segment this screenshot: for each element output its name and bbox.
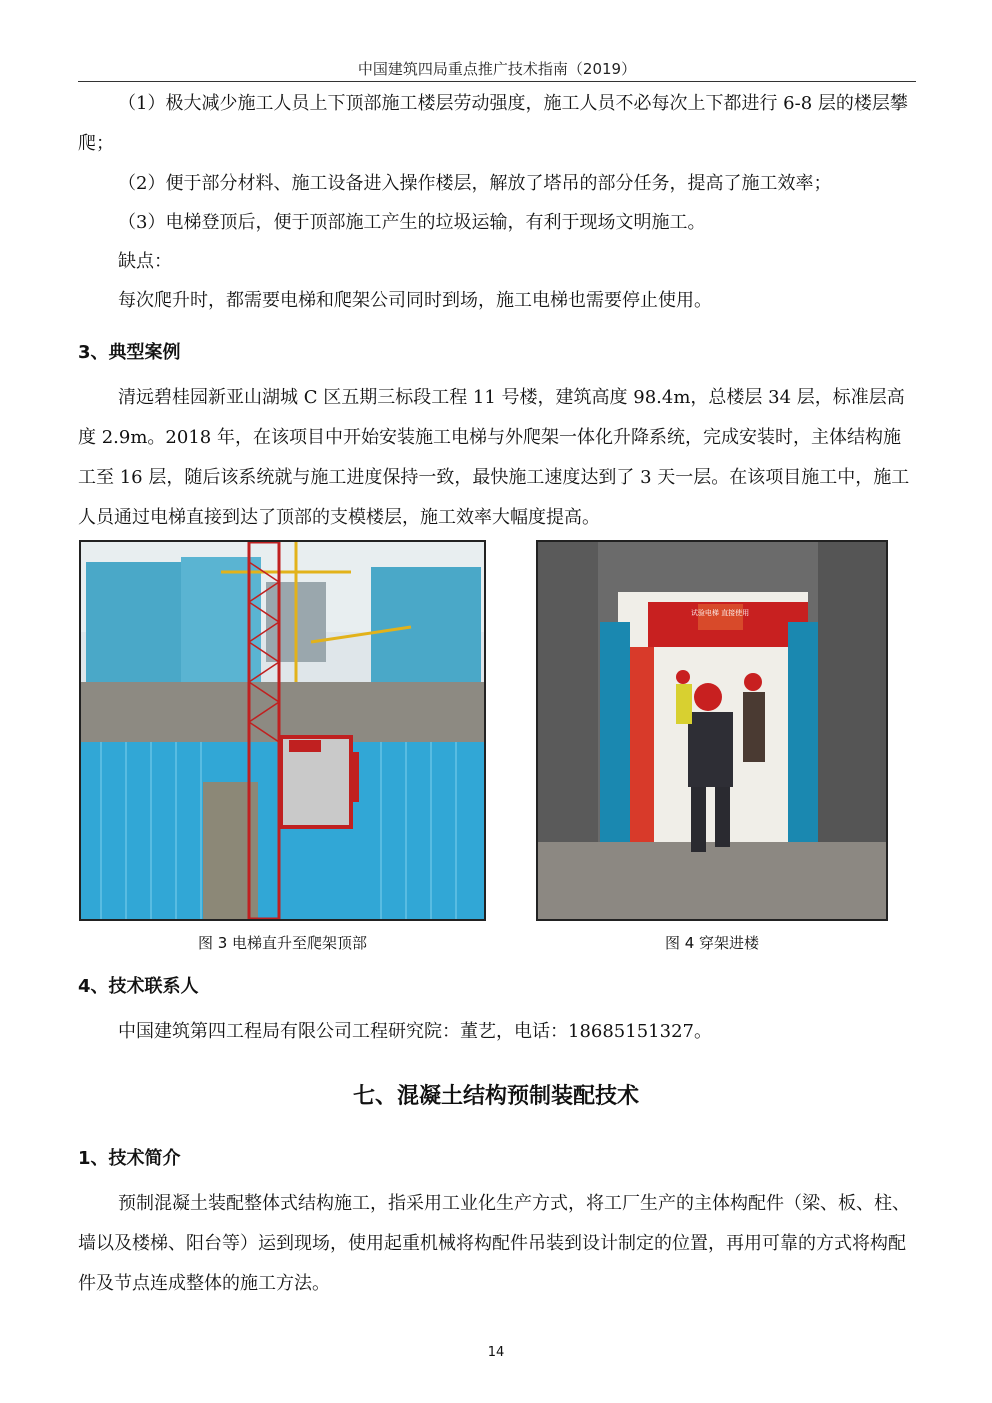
page-number: 14 bbox=[487, 1345, 505, 1360]
figure-3-caption: 图 3 电梯直升至爬架顶部 bbox=[197, 934, 368, 952]
contact-heading: 4、技术联系人 bbox=[78, 976, 199, 997]
advantage-2: （2）便于部分材料、施工设备进入操作楼层，解放了塔吊的部分任务，提高了施工效率； bbox=[118, 173, 832, 194]
disadvantage-text: 每次爬升时，都需要电梯和爬架公司同时到场，施工电梯也需要停止使用。 bbox=[118, 290, 712, 311]
figure-4-photo bbox=[536, 540, 888, 921]
case-heading: 3、典型案例 bbox=[78, 342, 181, 363]
section-7-title: 七、混凝土结构预制装配技术 bbox=[352, 1084, 639, 1109]
figure-4-caption: 图 4 穿架进楼 bbox=[664, 934, 760, 952]
intro-text: 预制混凝土装配整体式结构施工，指采用工业化生产方式，将工厂生产的主体构配件（梁、板、柱、墙以及楼梯、阳台等）运到现场，使用起重机械将构配件吊装到设计制定的位置，再用可靠的方式将构配件及节点连成整体的施工方法。 bbox=[78, 1193, 910, 1294]
figure-3-photo bbox=[79, 540, 486, 921]
page-header: 中国建筑四局重点推广技术指南（2019） bbox=[357, 60, 637, 78]
elevator-tower-illustration bbox=[81, 542, 484, 919]
advantage-3: （3）电梯登顶后，便于顶部施工产生的垃圾运输，有利于现场文明施工。 bbox=[118, 212, 706, 233]
case-text: 清远碧桂园新亚山湖城 C 区五期三标段工程 11 号楼，建筑高度 98.4m，总楼层 34 层，标准层高度 2.9m。2018 年，在该项目中开始安装施工电梯与外爬架一体化升降系统，完成安装时，主体结构施工至 16 层，随后该系统就与施工进度保持一致，最快施工速度达到了 3 天一层。在该项目施工中，施工人员通过电梯直接到达了顶部的支模楼层，施工效率大幅度提高。 bbox=[78, 387, 910, 528]
header-divider bbox=[78, 81, 916, 82]
advantage-1: （1）极大减少施工人员上下顶部施工楼层劳动强度，施工人员不必每次上下都进行 6-8 层的楼层攀爬； bbox=[78, 93, 908, 154]
disadvantage-label: 缺点： bbox=[118, 251, 172, 272]
elevator-entrance-illustration bbox=[538, 542, 886, 919]
elevator-sign-text: 试验电梯 直接使用 bbox=[690, 609, 750, 617]
intro-heading: 1、技术简介 bbox=[78, 1148, 181, 1169]
contact-text: 中国建筑第四工程局有限公司工程研究院：董艺，电话：18685151327。 bbox=[118, 1021, 712, 1042]
